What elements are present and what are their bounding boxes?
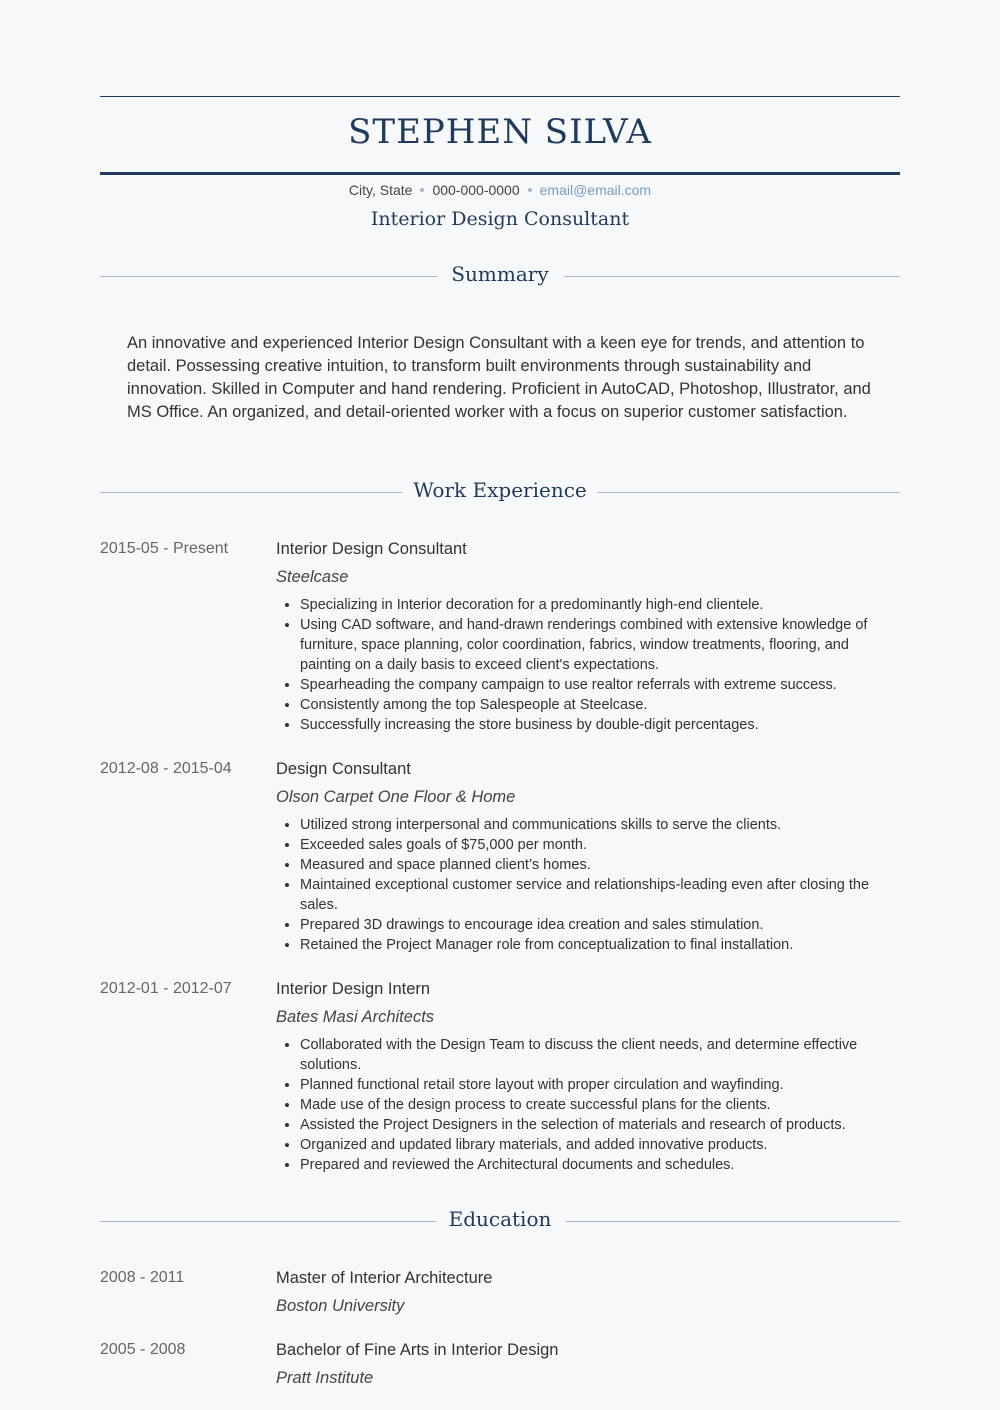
job-bullets xyxy=(276,1035,900,1175)
school: Pratt Institute xyxy=(276,1369,374,1387)
section-title: Summary xyxy=(451,262,549,286)
list-item: • Consistently among the top Salespeople at Steelcase. xyxy=(300,695,900,715)
education-dates: 2005 - 2008 xyxy=(100,1341,186,1358)
list-item: • Successfully increasing the store business by double-digit percentages. xyxy=(300,715,900,735)
job-company: Steelcase xyxy=(276,568,349,586)
list-item: • Specializing in Interior decoration for a predominantly high-end clientele. xyxy=(300,595,900,615)
school: Boston University xyxy=(276,1297,405,1315)
headline: Interior Design Consultant xyxy=(370,208,630,230)
section-title: Education xyxy=(448,1207,552,1231)
top-rule xyxy=(100,96,900,97)
list-item: • Measured and space planned client’s homes. xyxy=(300,855,900,875)
list-item: • Made use of the design process to create successful plans for the clients. xyxy=(300,1095,900,1115)
name-rule xyxy=(100,172,900,175)
list-item: • Assisted the Project Designers in the selection of materials and research of products. xyxy=(300,1115,900,1135)
list-item: • Exceeded sales goals of $75,000 per month. xyxy=(300,835,900,855)
job-title: Design Consultant xyxy=(276,760,411,778)
separator-dot-icon xyxy=(528,188,532,192)
section-title: Work Experience xyxy=(413,478,587,502)
list-item: • Utilized strong interpersonal and communications skills to serve the clients. xyxy=(300,815,900,835)
list-item: • Spearheading the company campaign to use realtor referrals with extreme success. xyxy=(300,675,900,695)
city-state: City, State xyxy=(348,182,413,198)
summary-heading xyxy=(100,262,900,292)
list-item: • Planned functional retail store layout with proper circulation and wayfinding. xyxy=(300,1075,900,1095)
job-title: Interior Design Consultant xyxy=(276,540,467,558)
degree: Master of Interior Architecture xyxy=(276,1269,493,1287)
job-bullets xyxy=(276,595,900,735)
list-item: • Prepared 3D drawings to encourage idea creation and sales stimulation. xyxy=(300,915,900,935)
job-dates: 2012-08 - 2015-04 xyxy=(100,760,232,777)
job-dates: 2015-05 - Present xyxy=(100,540,229,557)
contact-line xyxy=(100,182,900,198)
degree: Bachelor of Fine Arts in Interior Design xyxy=(276,1341,559,1359)
candidate-name: STEPHEN SILVA xyxy=(348,112,652,152)
job-company: Olson Carpet One Floor & Home xyxy=(276,788,516,806)
job-title: Interior Design Intern xyxy=(276,980,431,998)
list-item: • Retained the Project Manager role from conceptualization to final installation. xyxy=(300,935,900,955)
email-link[interactable]: email@email.com xyxy=(539,182,652,198)
education-dates: 2008 - 2011 xyxy=(100,1269,185,1286)
education-heading xyxy=(100,1207,900,1237)
list-item: • Maintained exceptional customer service and relationships-leading even after closing the sales. xyxy=(300,875,900,915)
separator-dot-icon xyxy=(420,188,424,192)
list-item: • Organized and updated library materials, and added innovative products. xyxy=(300,1135,900,1155)
phone: 000-000-0000 xyxy=(432,182,520,198)
list-item: • Using CAD software, and hand-drawn renderings combined with extensive knowledge of furniture, space planning, color coordination, fabrics, window treatments, flooring, and painting on a daily basis to exceed client's expectations. xyxy=(300,615,900,675)
job-company: Bates Masi Architects xyxy=(276,1008,435,1026)
list-item: • Collaborated with the Design Team to discuss the client needs, and determine effective solutions. xyxy=(300,1035,900,1075)
list-item: • Prepared and reviewed the Architectural documents and schedules. xyxy=(300,1155,900,1175)
experience-heading xyxy=(100,478,900,508)
job-dates: 2012-01 - 2012-07 xyxy=(100,980,232,997)
summary-text: An innovative and experienced Interior Design Consultant with a keen eye for trends, and attention to detail. Possessing creative intuition, to transform built environments through sustainability and innovation. Skilled in Computer and hand rendering. Proficient in AutoCAD, Photoshop, Illustrator, and MS Office. An organized, and detail-oriented worker with a focus on superior customer satisfaction. xyxy=(127,334,871,421)
job-bullets xyxy=(276,815,900,955)
